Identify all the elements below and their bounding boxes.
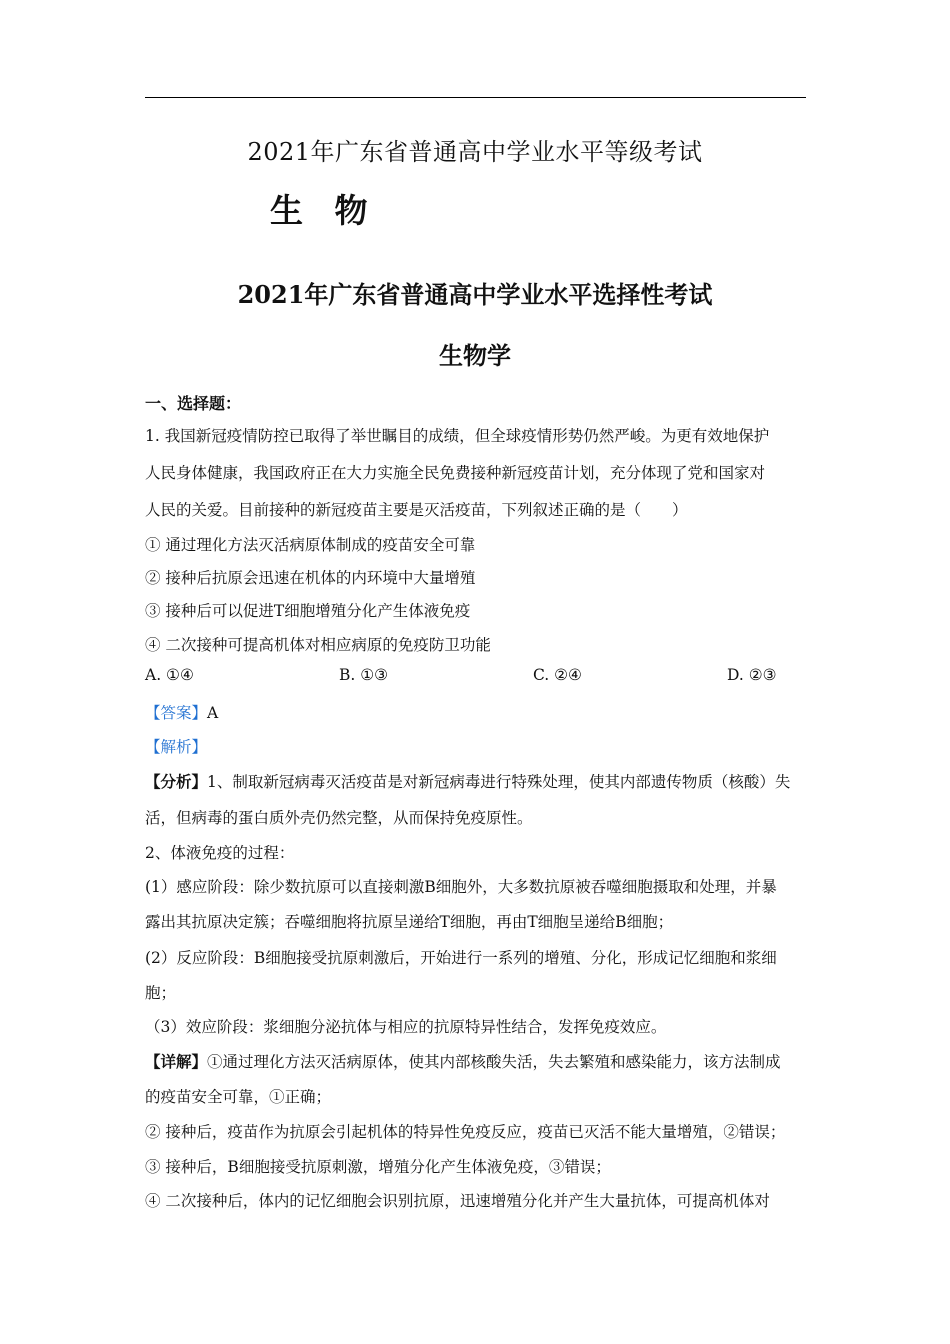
question-stem-line: 人民身体健康，我国政府正在大力实施全民免费接种新冠疫苗计划，充分体现了党和国家对 [145, 464, 766, 482]
detail-line-4: ③ 接种后，B细胞接受抗原刺激，增殖分化产生体液免疫，③错误； [145, 1158, 611, 1176]
analysis-tag: 【解析】 [145, 738, 208, 756]
paper-title: 2021年广东省普通高中学业水平选择性考试 [237, 280, 713, 309]
detail-line-2: 的疫苗安全可靠，①正确； [145, 1088, 332, 1106]
detail-line-5: ④ 二次接种后，体内的记忆细胞会识别抗原，迅速增殖分化并产生大量抗体，可提高机体对 [145, 1192, 770, 1210]
stage1-line-1: (1）感应阶段：除少数抗原可以直接刺激B细胞外，大多数抗原被吞噬细胞摄取和处理，并暴 [145, 878, 777, 896]
fenxi-line [145, 770, 790, 792]
statement-2: ② 接种后抗原会迅速在机体的内环境中大量增殖 [145, 569, 476, 587]
stage2-line-1: (2）反应阶段：B细胞接受抗原刺激后，开始进行一系列的增殖、分化，形成记忆细胞和浆细 [145, 949, 777, 967]
detail-line [145, 1050, 781, 1072]
fenxi-line-2: 活，但病毒的蛋白质外壳仍然完整，从而保持免疫原性。 [145, 809, 533, 827]
answer-line [145, 701, 218, 723]
fenxi-text: 1、制取新冠病毒灭活疫苗是对新冠病毒进行特殊处理，使其内部遗传物质（核酸）失 [207, 773, 791, 791]
option-b: B. ①③ [339, 666, 389, 684]
statement-3: ③ 接种后可以促进T细胞增殖分化产生体液免疫 [145, 602, 471, 620]
humoral-title: 2、体液免疫的过程： [145, 844, 295, 862]
paper-subject: 生物学 [439, 341, 511, 370]
statement-1: ① 通过理化方法灭活病原体制成的疫苗安全可靠 [145, 536, 476, 554]
detail-line-3: ② 接种后，疫苗作为抗原会引起机体的特异性免疫反应，疫苗已灭活不能大量增殖，②错误； [145, 1123, 786, 1141]
option-c: C. ②④ [533, 666, 582, 684]
answer-value: A [207, 704, 219, 722]
xiangjie-tag: 【详解】 [145, 1052, 208, 1071]
statement-4: ④ 二次接种可提高机体对相应病原的免疫防卫功能 [145, 636, 491, 654]
question-stem-line: 人民的关爱。目前接种的新冠疫苗主要是灭活疫苗，下列叙述正确的是（ ） [145, 501, 688, 519]
detail-text: ①通过理化方法灭活病原体，使其内部核酸失活，失去繁殖和感染能力，该方法制成 [207, 1053, 781, 1071]
stage2-line-2: 胞； [145, 984, 177, 1002]
option-a: A. ①④ [145, 666, 194, 684]
stage3-line-1: （3）效应阶段：浆细胞分泌抗体与相应的抗原特异性结合，发挥免疫效应。 [145, 1018, 667, 1036]
option-d: D. ②③ [727, 666, 777, 684]
subject-title: 生 物 [270, 191, 378, 230]
answer-tag: 【答案】 [145, 704, 208, 722]
exam-header-title: 2021年广东省普通高中学业水平等级考试 [247, 138, 703, 166]
stage1-line-2: 露出其抗原决定簇；吞噬细胞将抗原呈递给T细胞，再由T细胞呈递给B细胞； [145, 913, 674, 931]
fenxi-tag: 【分析】 [145, 772, 208, 791]
question-stem-line: 1. 我国新冠疫情防控已取得了举世瞩目的成绩，但全球疫情形势仍然严峻。为更有效地保护 [145, 427, 770, 445]
section-heading: 一、选择题： [145, 394, 242, 413]
header-rule [145, 97, 806, 98]
